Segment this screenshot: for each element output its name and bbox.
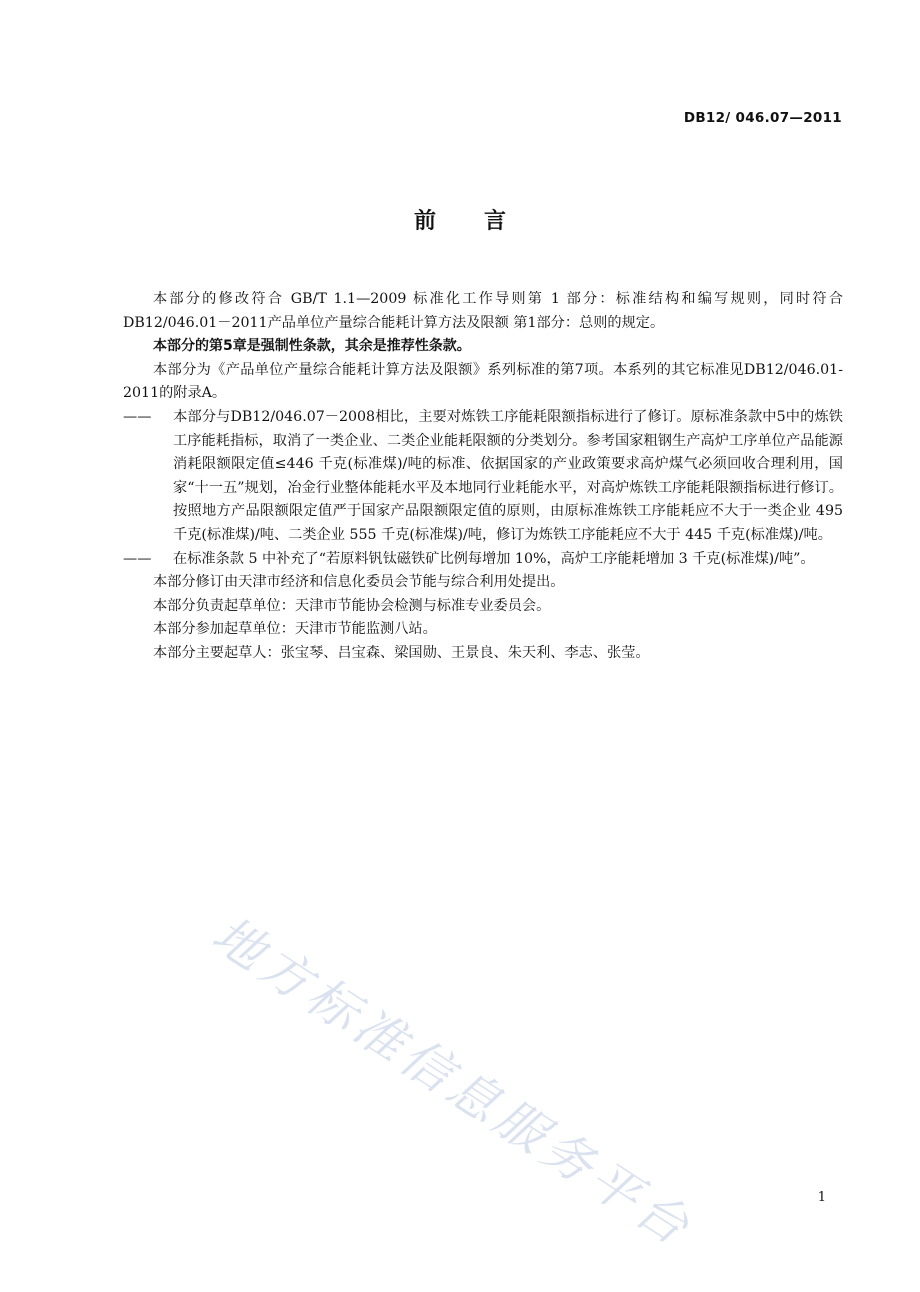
dash-item-supplement: [123, 548, 843, 572]
page-title: 前言: [413, 209, 554, 234]
paragraph-revision-basis: 本部分的修改符合 GB/T 1.1—2009 标准化工作导则第 1 部分：标准结构和编写规则，同时符合DB12/046.01－2011产品单位产量综合能耗计算方法及限额 第1部分：总则的规定。: [123, 291, 843, 331]
paragraph-series-info: 本部分为《产品单位产量综合能耗计算方法及限额》系列标准的第7项。本系列的其它标准见DB12/046.01-2011的附录A。: [123, 361, 843, 402]
paragraph-main-drafters: 本部分主要起草人：张宝琴、吕宝森、梁国勋、王景良、朱天利、李志、张莹。: [153, 644, 650, 661]
paragraph-participating-drafter: 本部分参加起草单位：天津市节能监测八站。: [153, 621, 437, 638]
watermark: 地方标准信息服务平台: [202, 905, 704, 1259]
foreword-body: [123, 288, 843, 666]
dash-lead: ——: [123, 550, 152, 567]
dash-item-changes: [123, 406, 843, 548]
paragraph-proposer: 本部分修订由天津市经济和信息化委员会节能与综合利用处提出。: [153, 574, 565, 591]
dash-item-text: 本部分与DB12/046.07－2008相比，主要对炼铁工序能耗限额指标进行了修订。原标准条款中5中的炼铁工序能耗指标，取消了一类企业、二类企业能耗限额的分类划分。参考国家粗钢生产高炉工序单位产品能源消耗限额限定值≤446 千克(标准煤)/吨的标准、依据国家的产业政策要求高炉煤气必须回收合理利用，国家“十一五”规划，冶金行业整体能耗水平及本地同行业耗能水平，对高炉炼铁工序能耗限额指标进行修订。按照地方产品限额限定值严于国家产品限额限定值的原则，由原标准炼铁工序能耗应不大于一类企业 495 千克(标准煤)/吨、二类企业 555 千克(标准煤)/吨，修订为炼铁工序能耗应不大于 445 千克(标准煤)/吨。: [173, 408, 843, 543]
page-number: 1: [817, 1190, 826, 1205]
paragraph-lead-drafter: 本部分负责起草单位：天津市节能协会检测与标准专业委员会。: [153, 597, 551, 614]
dash-item-text: 在标准条款 5 中补充了“若原料钒钛磁铁矿比例每增加 10%，高炉工序能耗增加 3 千克(标准煤)/吨”。: [173, 550, 815, 567]
dash-lead: ——: [123, 408, 152, 425]
paragraph-mandatory-clause: 本部分的第5章是强制性条款，其余是推荐性条款。: [153, 338, 471, 355]
standard-code: DB12/ 046.07—2011: [683, 110, 842, 126]
